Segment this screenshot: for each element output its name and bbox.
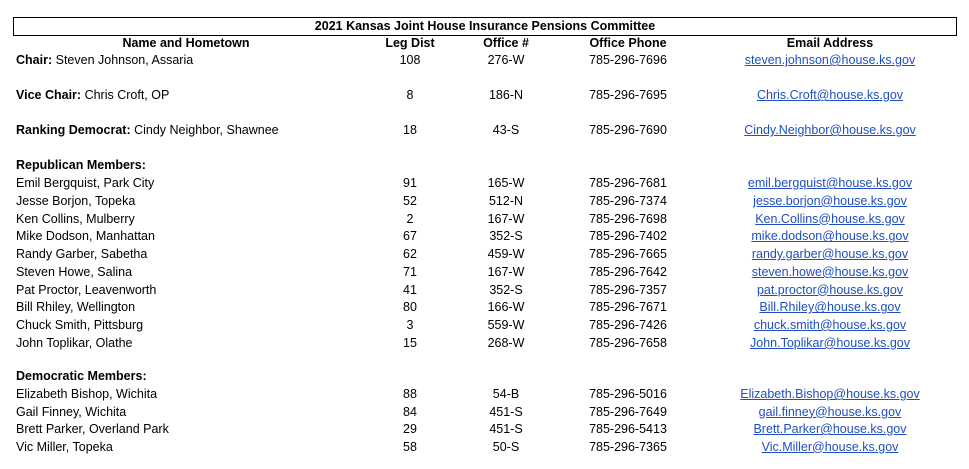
member-name-cell [16, 193, 135, 210]
member-name-cell [16, 246, 147, 263]
header-name: Name and Hometown [122, 36, 250, 50]
email-link[interactable]: gail.finney@house.ks.gov [758, 404, 902, 419]
member-name-cell [16, 335, 133, 352]
header-email: Email Address [786, 36, 874, 50]
leg-dist: 58 [403, 439, 417, 454]
member-name: Cindy Neighbor, Shawnee [134, 123, 279, 137]
table-row [0, 317, 969, 334]
leg-dist: 80 [403, 300, 417, 315]
member-name: Steven Johnson, Assaria [55, 53, 194, 67]
office-number: 186-N [488, 88, 524, 102]
office-number: 451-S [489, 404, 523, 419]
member-name-cell [16, 52, 193, 69]
office-phone: 785-296-7665 [589, 247, 667, 261]
table-row [0, 228, 969, 245]
member-name-cell [16, 282, 156, 299]
email-link[interactable]: Chris.Croft@house.ks.gov [756, 88, 904, 102]
table-row [0, 404, 969, 421]
email-cell [720, 264, 940, 281]
member-name-cell [16, 87, 169, 104]
office-number: 165-W [487, 176, 525, 190]
member-name-cell [16, 404, 126, 421]
office-phone: 785-296-7357 [589, 282, 667, 297]
member-name: Randy Garber, Sabetha [16, 247, 148, 261]
office-number: 459-W [487, 247, 525, 261]
member-name-cell [16, 228, 155, 245]
email-link[interactable]: John.Toplikar@house.ks.gov [750, 335, 910, 350]
office-number: 276-W [487, 53, 525, 67]
email-link[interactable]: pat.proctor@house.ks.gov [756, 282, 904, 297]
member-name: Brett Parker, Overland Park [16, 422, 169, 436]
member-name-cell [16, 175, 154, 192]
table-row [0, 52, 969, 69]
header-office: Office # [483, 36, 529, 50]
email-link[interactable]: Vic.Miller@house.ks.gov [761, 439, 899, 454]
table-row [0, 299, 969, 316]
email-link[interactable]: emil.bergquist@house.ks.gov [747, 176, 913, 190]
office-phone: 785-296-7426 [589, 318, 667, 332]
member-name: Chris Croft, OP [84, 88, 170, 102]
email-link[interactable]: Brett.Parker@house.ks.gov [753, 422, 907, 436]
member-role: Ranking Democrat: [16, 123, 131, 137]
office-phone: 785-296-7402 [589, 229, 667, 244]
leg-dist: 84 [403, 404, 417, 419]
table-row [0, 175, 969, 192]
leg-dist: 71 [403, 264, 417, 279]
leg-dist: 8 [406, 88, 414, 102]
email-link[interactable]: randy.garber@house.ks.gov [751, 247, 909, 261]
email-link[interactable]: jesse.borjon@house.ks.gov [753, 193, 907, 208]
email-cell [720, 193, 940, 210]
email-cell [720, 299, 940, 316]
office-phone: 785-296-7695 [589, 88, 667, 102]
email-cell [720, 317, 940, 334]
email-cell [720, 386, 940, 403]
leg-dist: 62 [403, 247, 417, 261]
email-link[interactable]: Ken.Collins@house.ks.gov [755, 211, 905, 226]
header-phone: Office Phone [589, 36, 667, 50]
office-number: 451-S [489, 422, 523, 436]
member-name: Steven Howe, Salina [16, 264, 133, 279]
email-link[interactable]: Cindy.Neighbor@house.ks.gov [744, 123, 916, 137]
section-heading: Republican Members: [16, 158, 146, 172]
email-link[interactable]: Bill.Rhiley@house.ks.gov [759, 300, 901, 315]
committee-title: 2021 Kansas Joint House Insurance Pensions Committee [13, 17, 957, 36]
member-name: Pat Proctor, Leavenworth [16, 282, 157, 297]
office-number: 559-W [487, 318, 525, 332]
member-name: John Toplikar, Olathe [16, 335, 133, 350]
leg-dist: 2 [406, 211, 414, 226]
table-row [0, 282, 969, 299]
section-heading: Democratic Members: [16, 369, 147, 383]
table-row [0, 211, 969, 228]
member-name: Emil Bergquist, Park City [16, 176, 155, 190]
email-link[interactable]: steven.johnson@house.ks.gov [744, 53, 916, 67]
member-name: Mike Dodson, Manhattan [16, 229, 155, 244]
table-row [0, 193, 969, 210]
office-phone: 785-296-5413 [589, 422, 667, 436]
member-name-cell [16, 264, 132, 281]
email-link[interactable]: mike.dodson@house.ks.gov [751, 229, 909, 244]
member-name: Elizabeth Bishop, Wichita [16, 387, 158, 401]
member-name: Gail Finney, Wichita [16, 404, 127, 419]
table-row [0, 439, 969, 456]
table-row [0, 421, 969, 438]
office-phone: 785-296-7365 [589, 439, 667, 454]
email-link[interactable]: chuck.smith@house.ks.gov [753, 318, 907, 332]
leg-dist: 91 [403, 176, 417, 190]
email-cell [720, 211, 940, 228]
email-cell [720, 439, 940, 456]
office-phone: 785-296-7698 [589, 211, 667, 226]
table-row [0, 386, 969, 403]
table-row [0, 264, 969, 281]
office-number: 167-W [487, 211, 525, 226]
office-number: 43-S [492, 123, 520, 137]
office-phone: 785-296-7649 [589, 404, 667, 419]
office-number: 167-W [487, 264, 525, 279]
office-phone: 785-296-5016 [589, 387, 667, 401]
table-row [0, 335, 969, 352]
email-cell [720, 87, 940, 104]
member-role: Chair: [16, 53, 53, 67]
office-phone: 785-296-7374 [589, 193, 667, 208]
email-cell [720, 404, 940, 421]
member-name-cell [16, 317, 143, 334]
member-role: Vice Chair: [16, 88, 82, 102]
table-row [0, 87, 969, 104]
member-name-cell [16, 386, 157, 403]
header-dist: Leg Dist [385, 36, 435, 50]
member-name-cell [16, 421, 169, 438]
office-number: 512-N [488, 193, 524, 208]
leg-dist: 29 [403, 422, 417, 436]
member-name: Jesse Borjon, Topeka [16, 193, 136, 208]
email-link[interactable]: Elizabeth.Bishop@house.ks.gov [740, 387, 920, 401]
office-number: 166-W [487, 300, 525, 315]
member-name-cell [16, 122, 279, 139]
office-number: 268-W [487, 335, 525, 350]
table-row [0, 246, 969, 263]
leg-dist: 52 [403, 193, 417, 208]
office-phone: 785-296-7658 [589, 335, 667, 350]
email-cell [720, 228, 940, 245]
leg-dist: 18 [403, 123, 417, 137]
leg-dist: 3 [406, 318, 414, 332]
office-number: 50-S [492, 439, 520, 454]
member-name: Ken Collins, Mulberry [16, 211, 135, 226]
leg-dist: 67 [403, 229, 417, 244]
office-phone: 785-296-7690 [589, 123, 667, 137]
email-cell [720, 335, 940, 352]
leg-dist: 108 [399, 53, 421, 67]
member-name: Chuck Smith, Pittsburg [16, 318, 144, 332]
member-name: Vic Miller, Topeka [16, 439, 113, 454]
member-name-cell [16, 211, 135, 228]
office-phone: 785-296-7681 [589, 176, 667, 190]
leg-dist: 88 [403, 387, 417, 401]
table-row [0, 122, 969, 139]
office-phone: 785-296-7671 [589, 300, 667, 315]
office-number: 54-B [492, 387, 520, 401]
email-cell [720, 282, 940, 299]
email-link[interactable]: steven.howe@house.ks.gov [751, 264, 909, 279]
leg-dist: 15 [403, 335, 417, 350]
member-name-cell [16, 299, 135, 316]
member-name: Bill Rhiley, Wellington [16, 300, 136, 315]
office-number: 352-S [489, 229, 523, 244]
leg-dist: 41 [403, 282, 417, 297]
email-cell [720, 421, 940, 438]
office-number: 352-S [489, 282, 523, 297]
office-phone: 785-296-7642 [589, 264, 667, 279]
email-cell [720, 175, 940, 192]
office-phone: 785-296-7696 [589, 53, 667, 67]
email-cell [720, 246, 940, 263]
email-cell [720, 122, 940, 139]
email-cell [720, 52, 940, 69]
member-name-cell [16, 439, 113, 456]
